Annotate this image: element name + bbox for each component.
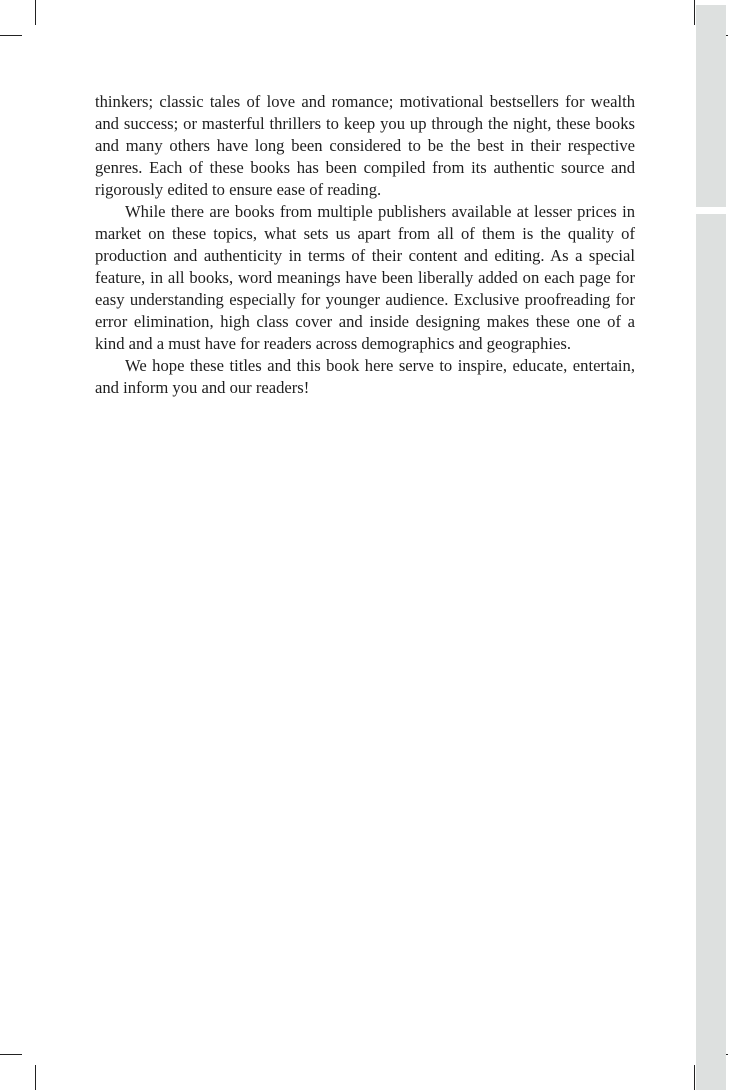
bleed-strip-top	[696, 5, 726, 207]
crop-mark-bottom-left-horizontal	[0, 1054, 22, 1055]
bleed-strip-bottom	[696, 214, 726, 1090]
crop-mark-top-left-horizontal	[0, 35, 22, 36]
crop-mark-top-right-vertical	[694, 0, 695, 25]
crop-mark-bottom-left-vertical	[35, 1065, 36, 1090]
crop-mark-top-left-vertical	[35, 0, 36, 25]
paragraph-2: While there are books from multiple publishers available at lesser prices in market on these topics, what sets us apart from all of them is the quality of production and authenticity in terms of their content and editing. As a special feature, in all books, word meanings have been liberally added on each page for easy understanding especially for younger audience. Exclusive proofreading for error elimination, high class cover and inside designing makes these one of a kind and a must have for readers across demographics and geographies.	[95, 202, 635, 353]
crop-mark-bottom-right-vertical	[694, 1065, 695, 1090]
body-text	[95, 91, 635, 399]
paragraph-3: We hope these titles and this book here serve to inspire, educate, entertain, and inform you and our readers!	[95, 356, 635, 397]
paragraph-1: thinkers; classic tales of love and romance; motivational bestsellers for wealth and success; or masterful thrillers to keep you up through the night, these books and many others have long been considered to be the best in their respective genres. Each of these books has been compiled from its authentic source and rigorously edited to ensure ease of reading.	[95, 92, 635, 199]
